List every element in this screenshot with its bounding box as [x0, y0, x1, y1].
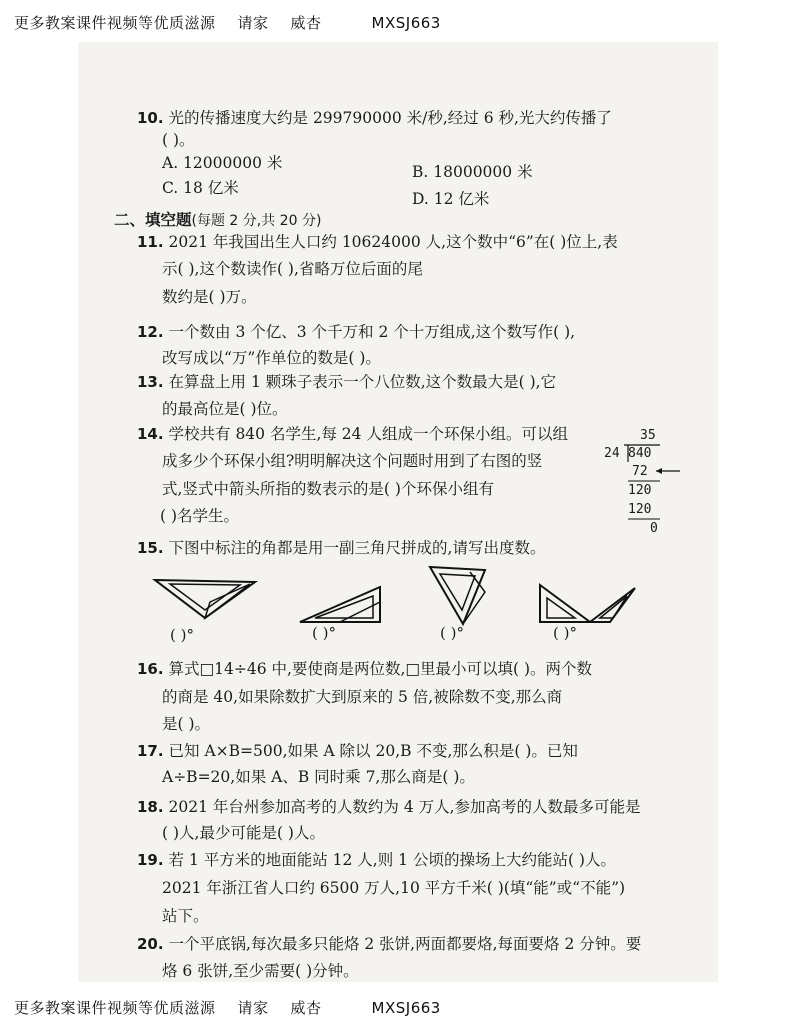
long-division — [604, 428, 684, 538]
division-divisor: 24 — [604, 446, 620, 461]
q17-number: 17. — [137, 742, 164, 760]
q18-line-2: ( )人,最少可能是( )人。 — [162, 824, 325, 842]
q11-line-1 — [137, 232, 618, 252]
banner-bottom — [14, 997, 441, 1018]
q11-text-1: 2021 年我国出生人口约 10624000 人,这个数中“6”在( )位上,表 — [168, 233, 618, 251]
q20-line-1 — [137, 934, 641, 954]
q10-option-c[interactable]: C. 18 亿米 — [162, 179, 239, 197]
q19-line-3: 站下。 — [162, 907, 209, 925]
triangle-figure-4-icon — [535, 580, 640, 630]
banner-text-3: 威杏 — [290, 14, 322, 32]
division-step-2: 120 — [628, 483, 652, 498]
triangle-figure-3-icon — [425, 562, 490, 627]
banner-text-1: 更多教案课件视频等优质滋源 — [14, 14, 216, 32]
q15-answer-4[interactable]: ( )° — [553, 624, 577, 642]
q10-option-b[interactable]: B. 18000000 米 — [412, 163, 533, 181]
q19-number: 19. — [137, 851, 164, 869]
q20-line-2: 烙 6 张饼,至少需要( )分钟。 — [162, 962, 359, 980]
q15-answer-2[interactable]: ( )° — [312, 624, 336, 642]
banner-text-4: MXSJ663 — [371, 14, 441, 32]
q10-option-d[interactable]: D. 12 亿米 — [412, 190, 490, 208]
q13-text-1: 在算盘上用 1 颗珠子表示一个八位数,这个数最大是( ),它 — [168, 373, 557, 391]
q14-line-3: 式,竖式中箭头所指的数表示的是( )个环保小组有 — [162, 480, 494, 498]
q10-text-1: 光的传播速度大约是 299790000 米/秒,经过 6 秒,光大约传播了 — [168, 109, 612, 127]
q11-line-3: 数约是( )万。 — [162, 288, 257, 306]
q16-line-2: 的商是 40,如果除数扩大到原来的 5 倍,被除数不变,那么商 — [162, 688, 563, 706]
division-remainder: 0 — [650, 521, 658, 536]
q12-number: 12. — [137, 323, 164, 341]
q19-line-1 — [137, 850, 616, 870]
division-step-3: 120 — [628, 502, 652, 517]
q12-line-2: 改写成以“万”作单位的数是( )。 — [162, 349, 381, 367]
q14-number: 14. — [137, 425, 164, 443]
q13-line-1 — [137, 372, 556, 392]
q12-text-1: 一个数由 3 个亿、3 个千万和 2 个十万组成,这个数写作( ), — [168, 323, 576, 341]
section-2-heading — [114, 210, 321, 231]
q18-number: 18. — [137, 798, 164, 816]
q10-option-a[interactable]: A. 12000000 米 — [162, 154, 283, 172]
q17-line-1 — [137, 741, 578, 761]
q11-number: 11. — [137, 233, 164, 251]
banner-bottom-text-1: 更多教案课件视频等优质滋源 — [14, 999, 216, 1017]
q13-number: 13. — [137, 373, 164, 391]
q17-text-1: 已知 A×B=500,如果 A 除以 20,B 不变,那么积是( )。已知 — [168, 742, 578, 760]
q20-text-1: 一个平底锅,每次最多只能烙 2 张饼,两面都要烙,每面要烙 2 分钟。要 — [168, 935, 642, 953]
banner-top — [14, 12, 441, 33]
q14-line-1 — [137, 424, 568, 444]
triangle-figure-2-icon — [295, 582, 385, 627]
q14-line-2: 成多少个环保小组?明明解决这个问题时用到了右图的竖 — [162, 452, 543, 470]
section-2-title: 二、填空题 — [114, 211, 192, 229]
q18-line-1 — [137, 797, 641, 817]
banner-bottom-text-4: MXSJ663 — [371, 999, 441, 1017]
q11-line-2: 示( ),这个数读作( ),省略万位后面的尾 — [162, 260, 423, 278]
q13-line-2: 的最高位是( )位。 — [162, 400, 288, 418]
q14-text-1: 学校共有 840 名学生,每 24 人组成一个环保小组。可以组 — [168, 425, 568, 443]
q19-line-2: 2021 年浙江省人口约 6500 万人,10 平方千米( )(填“能”或“不能”) — [162, 879, 626, 897]
q14-line-4: ( )名学生。 — [160, 507, 240, 525]
q16-number: 16. — [137, 660, 164, 678]
q20-number: 20. — [137, 935, 164, 953]
q16-line-1 — [137, 659, 592, 679]
banner-bottom-text-2: 请家 — [237, 999, 269, 1017]
q17-line-2: A÷B=20,如果 A、B 同时乘 7,那么商是( )。 — [162, 768, 475, 786]
division-lines — [604, 428, 684, 538]
q15-line-1 — [137, 538, 545, 558]
q10-line-2: ( )。 — [162, 131, 195, 149]
q15-answer-1[interactable]: ( )° — [170, 626, 194, 644]
q10-line-1 — [137, 108, 612, 128]
q16-line-3: 是( )。 — [162, 715, 211, 733]
division-step-1: 72 — [632, 464, 648, 479]
q15-answer-3[interactable]: ( )° — [440, 624, 464, 642]
division-dividend: 840 — [628, 446, 652, 461]
banner-bottom-text-3: 威杏 — [290, 999, 322, 1017]
division-quotient: 35 — [640, 428, 656, 443]
q16-text-1: 算式□14÷46 中,要使商是两位数,□里最小可以填( )。两个数 — [168, 660, 593, 678]
section-2-note: (每题 2 分,共 20 分) — [191, 213, 322, 229]
q12-line-1 — [137, 322, 575, 342]
q10-number: 10. — [137, 109, 164, 127]
q18-text-1: 2021 年台州参加高考的人数约为 4 万人,参加高考的人数最多可能是 — [168, 798, 641, 816]
banner-text-2: 请家 — [237, 14, 269, 32]
q19-text-1: 若 1 平方米的地面能站 12 人,则 1 公顷的操场上大约能站( )人。 — [168, 851, 616, 869]
q15-number: 15. — [137, 539, 164, 557]
triangle-figure-1-icon — [150, 572, 260, 622]
q15-text-1: 下图中标注的角都是用一副三角尺拼成的,请写出度数。 — [168, 539, 546, 557]
